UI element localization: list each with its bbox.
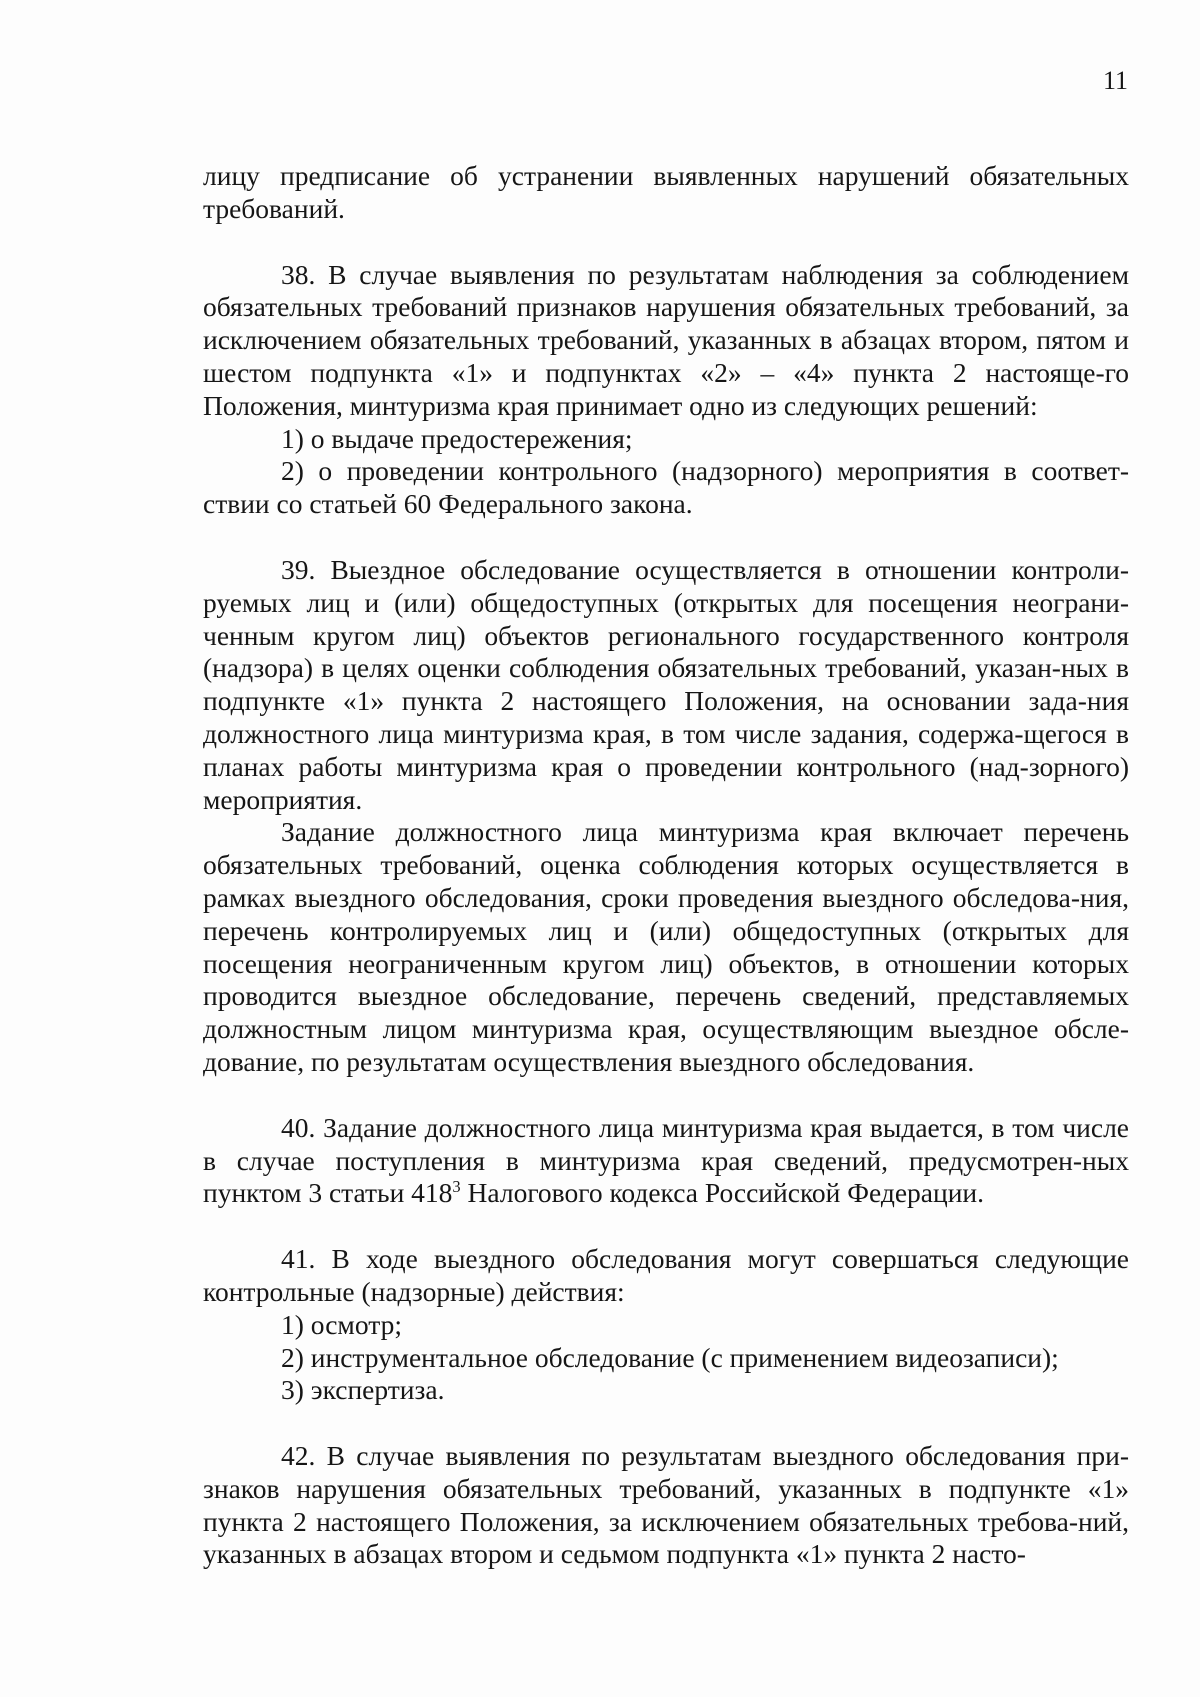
paragraph-38-item-2: 2) о проведении контрольного (надзорного) мероприятия в соответ-ствии со статьей 60 Федерального закона.: [203, 455, 1129, 520]
paragraph-continuation: лицу предписание об устранении выявленных нарушений обязательных требований.: [203, 160, 1129, 224]
paragraph-38-item-1: 1) о выдаче предостережения;: [281, 422, 633, 454]
paragraph-40-text-end: Налогового кодекса Российской Федерации.: [460, 1177, 985, 1209]
page-number: 11: [1102, 66, 1128, 95]
paragraph-42: 42. В случае выявления по результатам выездного обследования при-знаков нарушения обязательных требований, указанных в подпункте «1» пункта 2 настоящего Положения, за исключением обязательных требова-ний, указанных в абзацах втором и седьмом подпункта «1» пункта 2 насто-: [203, 1440, 1129, 1570]
paragraph-39: 39. Выездное обследование осуществляется в отношении контроли-руемых лиц и (или) общедоступных (открытых для посещения неограни-ченным кругом лиц) объектов регионального государственного контроля (надзора) в целях оценки соблюдения обязательных требований, указан-ных в подпункте «1» пункта 2 настоящего Положения, на основании зада-ния должностного лица минтуризма края, в том числе задания, содержа-щегося в планах работы минтуризма края о проведении контрольного (над-зорного) мероприятия.: [203, 553, 1129, 815]
paragraph-40: [203, 1112, 1129, 1210]
paragraph-39-second: Задание должностного лица минтуризма края включает перечень обязательных требований, оценка соблюдения которых осуществляется в рамках выездного обследования, сроки проведения выездного обследова-ния, перечень контролируемых лиц и (или) общедоступных (открытых для посещения неограниченным кругом лиц) объектов, в отношении которых проводится выездное обследование, перечень сведений, представляемых должностным лицом минтуризма края, осуществляющим выездное обсле-дование, по результатам осуществления выездного обследования.: [203, 816, 1129, 1077]
paragraph-41-item-2: 2) инструментальное обследование (с применением видеозаписи);: [281, 1341, 1059, 1373]
paragraph-41-item-1: 1) осмотр;: [281, 1308, 402, 1340]
paragraph-41-item-3: 3) экспертиза.: [281, 1374, 445, 1406]
paragraph-40-text: 40. Задание должностного лица минтуризма края выдается, в том числе в случае поступления в минтуризма края сведений, предусмотрен-ных пунктом 3 статьи 418: [203, 1111, 1129, 1209]
superscript: 3: [452, 1177, 461, 1197]
document-body: [203, 160, 1129, 1571]
paragraph-38: 38. В случае выявления по результатам наблюдения за соблюдением обязательных требований признаков нарушения обязательных требований, за исключением обязательных требований, указанных в абзацах втором, пятом и шестом подпункта «1» и подпунктах «2» – «4» пункта 2 настояще-го Положения, минтуризма края принимает одно из следующих решений:: [203, 258, 1129, 421]
paragraph-41: 41. В ходе выездного обследования могут совершаться следующие контрольные (надзорные) действия:: [203, 1243, 1129, 1307]
